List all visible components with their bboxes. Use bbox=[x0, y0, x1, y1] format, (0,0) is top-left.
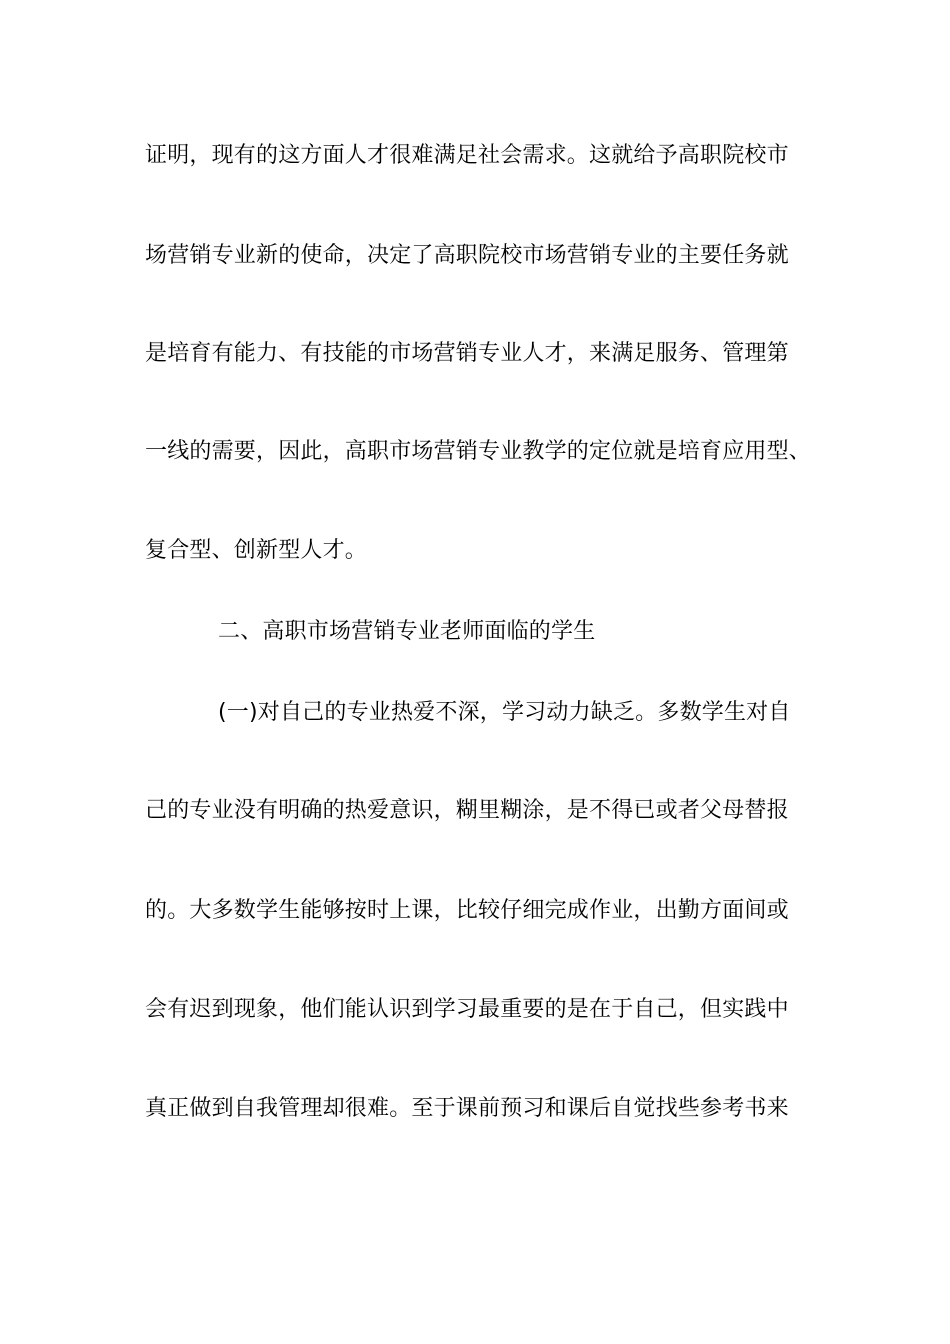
paragraph-line: 证明，现有的这方面人才很难满足社会需求。这就给予高职院校市 bbox=[145, 143, 789, 168]
paragraph-line: 一线的需要，因此，高职市场营销专业教学的定位就是培育应用型、 bbox=[145, 439, 812, 464]
section-heading: 二、高职市场营销专业老师面临的学生 bbox=[218, 619, 596, 644]
paragraph-line: 己的专业没有明确的热爱意识，糊里糊涂，是不得已或者父母替报 bbox=[145, 798, 789, 823]
paragraph-line: 是培育有能力、有技能的市场营销专业人才，来满足服务、管理第 bbox=[145, 341, 789, 366]
paragraph-line: 的。大多数学生能够按时上课，比较仔细完成作业，出勤方面间或 bbox=[145, 898, 789, 923]
paragraph-line: 会有迟到现象，他们能认识到学习最重要的是在于自己，但实践中 bbox=[145, 997, 789, 1022]
paragraph-line: 场营销专业新的使命，决定了高职院校市场营销专业的主要任务就 bbox=[145, 243, 789, 268]
paragraph-line: 复合型、创新型人才。 bbox=[145, 538, 368, 563]
paragraph-line: 真正做到自我管理却很难。至于课前预习和课后自觉找些参考书来 bbox=[145, 1096, 789, 1121]
subsection-heading-line: (一)对自己的专业热爱不深，学习动力缺乏。多数学生对自 bbox=[218, 700, 791, 725]
